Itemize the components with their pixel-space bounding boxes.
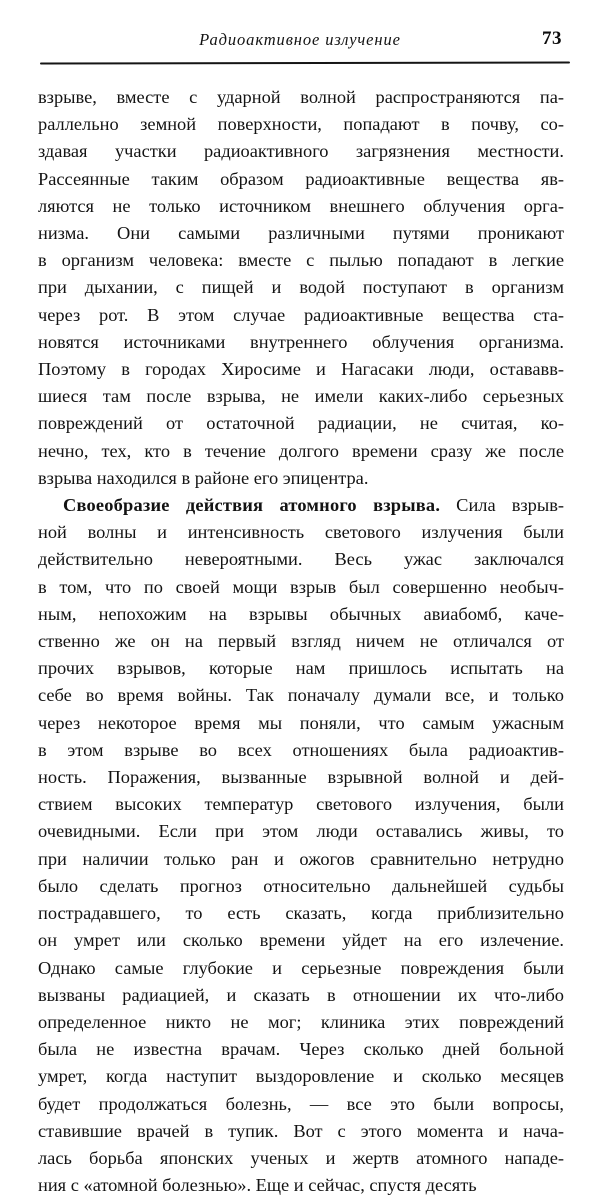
running-head (38, 30, 562, 56)
text-line: себе во время войны. Так поначалу думали все, и только (38, 685, 564, 706)
text-line: ность. Поражения, вызванные взрывной волной и дей- (38, 767, 564, 788)
text-line: ляются не только источником внешнего облучения орга- (38, 195, 564, 216)
text-line: Поэтому в городах Хиросиме и Нагасаки люди, остававв- (38, 359, 564, 380)
text-line: шиеся там после взрыва, не имели каких-либо серьезных (38, 386, 564, 407)
text-line: при дыхании, с пищей и водой поступают в организм (38, 277, 564, 298)
header-rule (40, 61, 570, 64)
text-line: действительно невероятными. Весь ужас заключался (38, 549, 564, 570)
text-line: Своеобразие действия атомного взрыва. Сила взрыв- (63, 495, 565, 516)
text-line: лась борьба японских ученых и жертв атомного нападе- (38, 1147, 564, 1168)
text-line: было сделать прогноз относительно дальнейшей судьбы (38, 875, 564, 896)
text-line: Рассеянные таким образом радиоактивные вещества яв- (38, 168, 564, 189)
text-line: здавая участки радиоактивного загрязнения местности. (38, 141, 564, 162)
text-line: в этом взрыве во всех отношениях была радиоактив- (38, 739, 564, 760)
text-line: ния с «атомной болезнью». Еще и сейчас, спустя десять (38, 1175, 477, 1196)
text-line: через некоторое время мы поняли, что самым ужасным (38, 712, 564, 733)
body-text (38, 84, 564, 1199)
text-line: ставившие врачей в тупик. Вот с этого момента и нача- (38, 1120, 564, 1141)
text-line: ным, непохожим на взрывы обычных авиабомб, каче- (38, 603, 564, 624)
text-line: ственно же он на первый взгляд ничем не отличался от (38, 631, 564, 652)
text-line: взрыва находился в районе его эпицентра. (38, 467, 369, 488)
running-head-title: Радиоактивное излучение (199, 30, 401, 49)
text-line: очевидными. Если при этом люди оставались живы, то (38, 821, 564, 842)
text-line: раллельно земной поверхности, попадают в почву, со- (38, 114, 564, 135)
text-line: вызваны радиацией, и сказать в отношении их что-либо (38, 984, 564, 1005)
paragraph-2 (38, 492, 564, 1199)
text-line: ствием высоких температур светового излучения, были (38, 794, 564, 815)
text-line: через рот. В этом случае радиоактивные вещества ста- (38, 304, 564, 325)
text-line: прочих взрывов, которые нам пришлось испытать на (38, 658, 564, 679)
text-line: он умрет или сколько времени уйдет на его излечение. (38, 930, 564, 951)
text-line: нечно, тех, кто в течение долгого времени сразу же после (38, 440, 564, 461)
text-line: будет продолжаться болезнь, — все это были вопросы, (38, 1093, 564, 1114)
text-line: при наличии только ран и ожогов сравнительно нетрудно (38, 848, 564, 869)
text-line: умрет, когда наступит выздоровление и сколько месяцев (38, 1066, 564, 1087)
text-line: в организм человека: вместе с пылью попадают в легкие (38, 250, 564, 271)
text-line: новятся источниками внутреннего облучения организма. (38, 331, 564, 352)
text-line: взрыве, вместе с ударной волной распространяются па- (38, 87, 564, 107)
page-number: 73 (542, 28, 562, 49)
text-line: определенное никто не мог; клиника этих повреждений (38, 1011, 564, 1032)
text-line: Однако самые глубокие и серьезные повреждения были (38, 957, 564, 978)
text-line: повреждений от остаточной радиации, не считая, ко- (38, 413, 564, 434)
paragraph-1 (38, 84, 564, 492)
text-line: была не известна врачам. Через сколько дней больной (38, 1039, 564, 1060)
text-line: низма. Они самыми различными путями проникают (38, 223, 564, 244)
text-line: пострадавшего, то есть сказать, когда приблизительно (38, 903, 564, 924)
text-line: в том, что по своей мощи взрыв был совершенно необыч- (38, 576, 564, 597)
paragraph-lead-in: Своеобразие действия атомного взрыва. (63, 495, 441, 516)
text-line: ной волны и интенсивность светового излучения были (38, 522, 564, 543)
